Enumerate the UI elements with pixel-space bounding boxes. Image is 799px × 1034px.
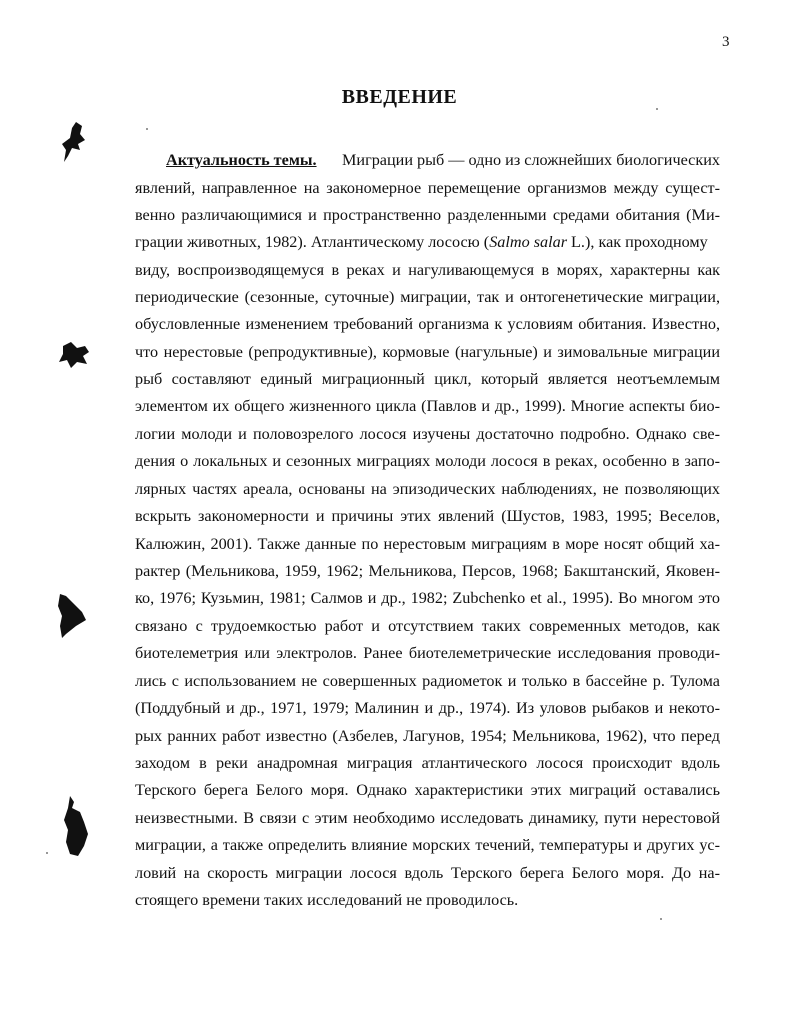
paragraph-line: вскрыть закономерности и причины этих явлений (Шустов, 1983, 1995; Веселов,: [135, 507, 720, 525]
text-segment: грации животных, 1982). Атлантическому лососю (: [135, 233, 490, 251]
paragraph-line: [135, 234, 720, 250]
paragraph-line: Калюжин, 2001). Также данные по нерестовым миграциям в море носят общий ха-: [135, 535, 720, 553]
paragraph-line: явлений, направленное на закономерное перемещение организмов между сущест-: [135, 179, 720, 197]
paragraph-line: виду, воспроизводящемуся в реках и нагуливающемуся в морях, характерны как: [135, 261, 720, 279]
paragraph-line: обусловленные изменением требований организма к условиям обитания. Известно,: [135, 315, 720, 333]
paragraph-line: миграции, а также определить влияние морских течений, температуры и других ус-: [135, 836, 720, 854]
scan-blot-2: [55, 340, 93, 370]
paragraph-line: заходом в реки анадромная миграция атлантического лосося происходит вдоль: [135, 754, 720, 772]
paragraph-line: рактер (Мельникова, 1959, 1962; Мельникова, Персов, 1968; Бакштанский, Яковен-: [135, 562, 720, 580]
section-title: ВВЕДЕНИЕ: [341, 86, 458, 108]
text-segment: L.), как проходному: [567, 233, 708, 251]
paragraph-line: элементом их общего жизненного цикла (Павлов и др., 1999). Многие аспекты био-: [135, 397, 720, 415]
paragraph-line: Терского берега Белого моря. Однако характеристики этих миграций оставались: [135, 781, 720, 799]
paragraph-line: ко, 1976; Кузьмин, 1981; Салмов и др., 1982; Zubchenko et al., 1995). Во многом это: [135, 589, 720, 607]
page-number: 3: [722, 34, 730, 50]
paragraph-line: (Поддубный и др., 1971, 1979; Малинин и др., 1974). Из уловов рыбаков и некото-: [135, 699, 720, 717]
paragraph-line: логии молоди и половозрелого лосося изучены достаточно подробно. Однако све-: [135, 425, 720, 443]
paragraph-line: [166, 152, 720, 168]
paragraph-line: периодические (сезонные, суточные) миграции, так и онтогенетические миграции,: [135, 288, 720, 306]
paragraph-line: дения о локальных и сезонных миграциях молоди лосося в реках, особенно в запо-: [135, 452, 720, 470]
paragraph-line: ловий на скорость миграции лосося вдоль Терского берега Белого моря. До на-: [135, 864, 720, 882]
scan-speck: [146, 128, 148, 130]
species-name: Salmo salar: [489, 233, 567, 251]
paragraph-line: биотелеметрия или электролов. Ранее биотелеметрические исследования проводи-: [135, 644, 720, 662]
paragraph-line: венно различающимися и пространственно разделенными средами обитания (Ми-: [135, 206, 720, 224]
paragraph-line: лярных частях ареала, основаны на эпизодических наблюдениях, не позволяющих: [135, 480, 720, 498]
paragraph-line: рых ранних работ известно (Азбелев, Лагунов, 1954; Мельникова, 1962), что перед: [135, 727, 720, 745]
paragraph-last-line: стоящего времени таких исследований не проводилось.: [135, 891, 519, 909]
paragraph-line: рыб составляют единый миграционный цикл, который является неотъемлемым: [135, 370, 720, 388]
paragraph-line: лись с использованием не совершенных радиометок и только в бассейне р. Тулома: [135, 672, 720, 690]
paragraph-line: что нерестовые (репродуктивные), кормовые (нагульные) и зимовальные миграции: [135, 343, 720, 361]
scan-speck: [656, 108, 658, 110]
scan-blot-3: [52, 592, 92, 640]
scan-speck: [660, 918, 662, 920]
scan-blot-4: [56, 794, 96, 860]
scan-blot-1: [58, 120, 88, 164]
scan-speck: [46, 852, 48, 854]
paragraph-line: неизвестными. В связи с этим необходимо исследовать динамику, пути нерестовой: [135, 809, 720, 827]
paragraph-line: связано с трудоемкостью работ и отсутствием таких современных методов, как: [135, 617, 720, 635]
first-line-text: Миграции рыб — одно из сложнейших биологических: [342, 151, 720, 169]
topic-heading: Актуальность темы.: [166, 151, 317, 169]
